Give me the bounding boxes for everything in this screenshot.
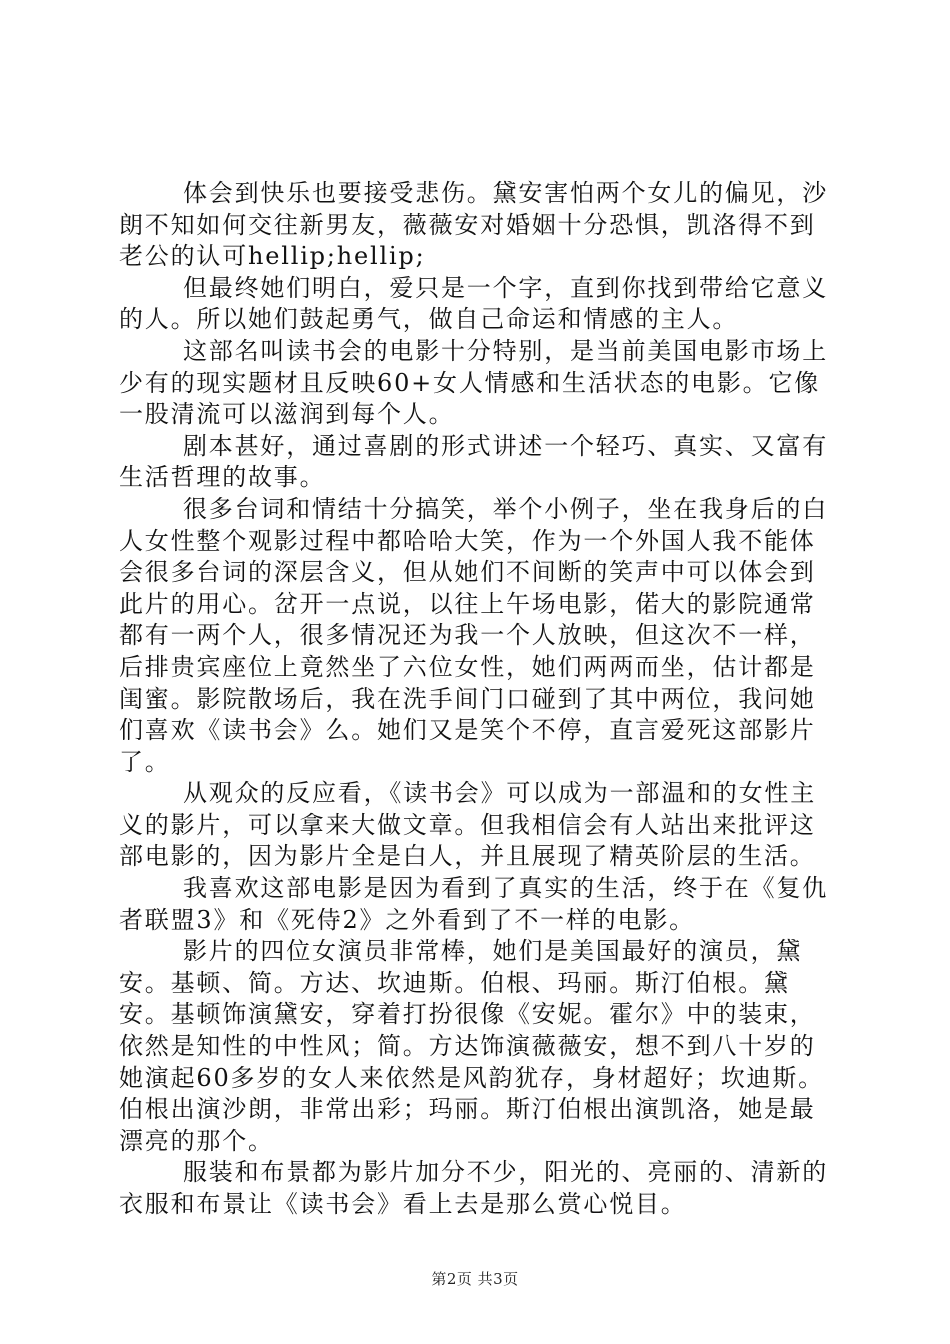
page-number: 第2页 共3页 [431,1270,519,1288]
paragraph: 很多台词和情结十分搞笑，举个小例子，坐在我身后的白人女性整个观影过程中都哈哈大笑，作为一个外国人我不能体会很多台词的深层含义，但从她们不间断的笑声中可以体会到此片的用心。岔开一点说，以往上午场电影，偌大的影院通常都有一两个人，很多情况还为我一个人放映，但这次不一样，后排贵宾座位上竟然坐了六位女性，她们两两而坐，估计都是闺蜜。影院散场后，我在洗手间门口碰到了其中两位，我问她们喜欢《读书会》么。她们又是笑个不停，直言爱死这部影片了。 [119,494,828,776]
paragraph: 服装和布景都为影片加分不少，阳光的、亮丽的、清新的衣服和布景让《读书会》看上去是那么赏心悦目。 [119,1158,828,1218]
paragraph: 我喜欢这部电影是因为看到了真实的生活，终于在《复仇者联盟3》和《死侍2》之外看到了不一样的电影。 [119,874,828,934]
paragraph: 剧本甚好，通过喜剧的形式讲述一个轻巧、真实、又富有生活哲理的故事。 [119,431,828,492]
paragraph: 但最终她们明白，爱只是一个字，直到你找到带给它意义的人。所以她们鼓起勇气，做自己命运和情感的主人。 [119,273,828,334]
paragraph: 影片的四位女演员非常棒，她们是美国最好的演员，黛安。基顿、简。方达、坎迪斯。伯根、玛丽。斯汀伯根。黛安。基顿饰演黛安，穿着打扮很像《安妮。霍尔》中的装束，依然是知性的中性风；简。方达饰演薇薇安，想不到八十岁的她演起60多岁的女人来依然是风韵犹存，身材超好；坎迪斯。伯根出演沙朗，非常出彩；玛丽。斯汀伯根出演凯洛，她是最漂亮的那个。 [119,937,824,1155]
paragraph: 这部名叫读书会的电影十分特别，是当前美国电影市场上少有的现实题材且反映60+女人情感和生活状态的电影。它像一股清流可以滋润到每个人。 [119,336,828,429]
document-body [119,178,839,1221]
page-footer [0,1268,950,1289]
paragraph: 从观众的反应看，《读书会》可以成为一部温和的女性主义的影片，可以拿来大做文章。但我相信会有人站出来批评这部电影的，因为影片全是白人，并且展现了精英阶层的生活。 [119,779,816,871]
paragraph: 体会到快乐也要接受悲伤。黛安害怕两个女儿的偏见，沙朗不知如何交往新男友，薇薇安对婚姻十分恐惧，凯洛得不到老公的认可hellip;hellip; [119,179,828,271]
